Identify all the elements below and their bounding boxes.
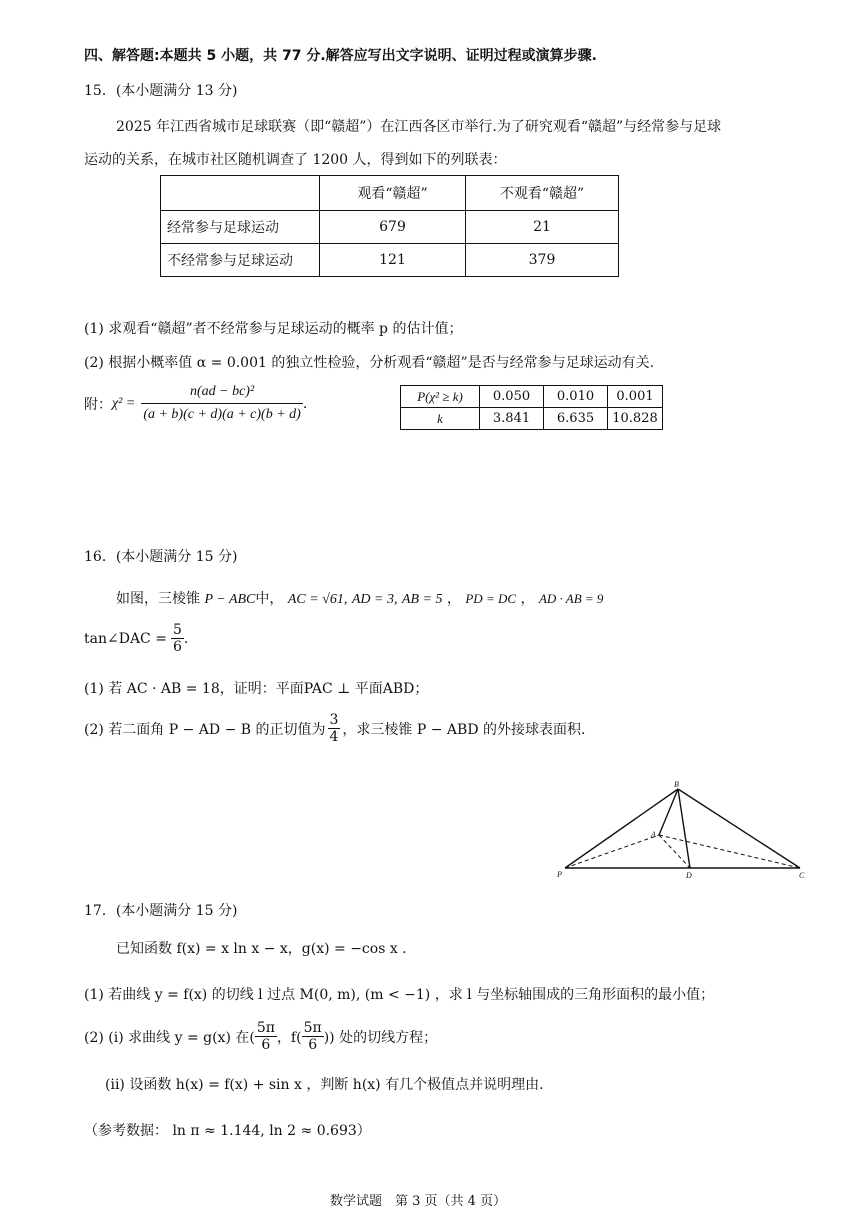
formula-lhs: χ² = (112, 395, 136, 411)
formula-fraction (141, 384, 303, 423)
q15-part2: (2) 根据小概率值 α = 0.001 的独立性检验，分析观看“赣超”是否与经常参与足球运动有关. (84, 355, 655, 371)
formula-numerator: n(ad − bc)² (141, 384, 303, 404)
probability-table (400, 385, 663, 430)
edge-pa (565, 835, 659, 868)
label-a: A (651, 830, 656, 839)
table-cell: 379 (466, 244, 619, 277)
prob-cell: 3.841 (480, 408, 544, 430)
q17-part2ii: (ii) 设函数 h(x) = f(x) + sin x ，判断 h(x) 有几个极值点并说明理由. (105, 1077, 544, 1093)
q16-cond-ad: AD = 3, (351, 592, 398, 607)
q16-part1: (1) 若 AC · AB = 18，证明：平面PAC ⊥ 平面ABD； (84, 681, 429, 697)
q16-cond-dot-product: AD · AB = 9 (538, 591, 604, 606)
table-header-cell: 观看“赣超” (320, 176, 466, 211)
q16-part2-text: (2) 若二面角 P − AD − B 的正切值为 (84, 721, 326, 738)
q16-cond-vector-eq: PD = DC (465, 591, 517, 606)
prob-cell: 0.010 (544, 386, 608, 408)
label-d: D (686, 871, 692, 880)
q15-part1: (1) 求观看“赣超”者不经常参与足球运动的概率 p 的估计值； (84, 321, 463, 337)
q17-frac-5pi-6-second (302, 1020, 324, 1053)
q17-part1: (1) 若曲线 y = f(x) 的切线 l 过点 M(0, m), (m < −1) ，求 l 与坐标轴围成的三角形面积的最小值； (84, 987, 715, 1003)
q16-cond-ac: AC = √61, (287, 592, 348, 607)
q15-intro-line2: 运动的关系，在城市社区随机调查了 1200 人，得到如下的列联表： (84, 152, 507, 168)
table-cell: 121 (320, 244, 466, 277)
q16-heading: 16．(本小题满分 15 分) (84, 549, 238, 565)
q16-tan-fraction (171, 622, 184, 655)
q16-part2-den: 4 (329, 729, 339, 745)
section-header: 四、解答题:本题共 5 小题，共 77 分.解答应写出文字说明、证明过程或演算步骤. (84, 48, 597, 64)
q17-frac-num: 5π (303, 1020, 322, 1036)
table-row (161, 211, 619, 244)
table-row (161, 244, 619, 277)
prob-cell: 10.828 (608, 408, 663, 430)
prob-cell: 6.635 (544, 408, 608, 430)
edge-bd (678, 789, 690, 868)
table-cell: 21 (466, 211, 619, 244)
q16-part2 (84, 712, 585, 745)
contingency-table (160, 175, 619, 277)
q17-part2i-text: (2) (i) 求曲线 y = g(x) 在( (84, 1029, 255, 1046)
label-c: C (799, 871, 805, 880)
table-cell: 经常参与足球运动 (161, 211, 320, 244)
prob-row1-label: P(χ² ≥ k) (401, 386, 480, 408)
q16-cond-ab: AB = 5 (401, 592, 443, 607)
table-cell: 不经常参与足球运动 (161, 244, 320, 277)
q17-heading: 17．(本小题满分 15 分) (84, 903, 238, 919)
q17-part2i-text: )) 处的切线方程； (323, 1029, 438, 1046)
tetrahedron-figure (550, 778, 820, 882)
edge-bc (678, 789, 800, 868)
q17-frac-den: 6 (308, 1037, 318, 1053)
prob-row2-label: k (401, 408, 480, 430)
label-p: P (557, 870, 562, 879)
q16-intro-text: 如图，三棱锥 (116, 591, 200, 607)
q17-intro: 已知函数 f(x) = x ln x − x，g(x) = −cos x . (116, 941, 407, 957)
q17-frac-5pi-6 (255, 1020, 277, 1053)
q17-frac-den: 6 (261, 1037, 271, 1053)
appendix-label: 附： (84, 396, 112, 413)
edge-ac (659, 835, 800, 868)
table-header-cell (161, 176, 320, 211)
prob-cell: 0.050 (480, 386, 544, 408)
q17-part2i-text: ，f( (276, 1029, 302, 1046)
label-b: B (674, 780, 679, 789)
q16-tan-num: 5 (172, 622, 182, 638)
q16-tan-expr: tan∠DAC = (84, 630, 167, 647)
q16-tetrahedron: P − ABC (204, 592, 256, 607)
table-header-cell: 不观看“赣超” (466, 176, 619, 211)
q15-heading: 15．(本小题满分 13 分) (84, 83, 238, 99)
q16-part2-fraction (328, 712, 341, 745)
formula-denominator: (a + b)(c + d)(a + c)(b + d) (143, 407, 301, 422)
q16-part2-num: 3 (329, 712, 339, 728)
q16-intro-text: 中， (255, 591, 284, 607)
formula-end: . (302, 395, 308, 412)
q16-part2-text: ，求三棱锥 P − ABD 的外接球表面积. (342, 721, 586, 738)
q17-frac-num: 5π (256, 1020, 275, 1036)
q17-part2i (84, 1020, 437, 1053)
q17-reference: （参考数据： ln π ≈ 1.144, ln 2 ≈ 0.693） (84, 1123, 371, 1139)
chi-square-formula (84, 384, 307, 423)
q16-tan-condition: tan∠DAC = $\frac{5}{6}$ . (84, 622, 189, 655)
q15-intro-line1: 2025 年江西省城市足球联赛（即“赣超”）在江西各区市举行.为了研究观看“赣超”与经常参与足球 (116, 119, 722, 135)
prob-cell: 0.001 (608, 386, 663, 408)
q16-tan-den: 6 (172, 639, 182, 655)
q16-intro: 如图，三棱锥 P − ABC中， AC = √61, AD = 3, AB = 5 ， PD = DC ， AD · AB = 9 (116, 591, 604, 607)
table-cell: 679 (320, 211, 466, 244)
page-footer: 数学试题 第 3 页（共 4 页） (330, 1194, 507, 1209)
